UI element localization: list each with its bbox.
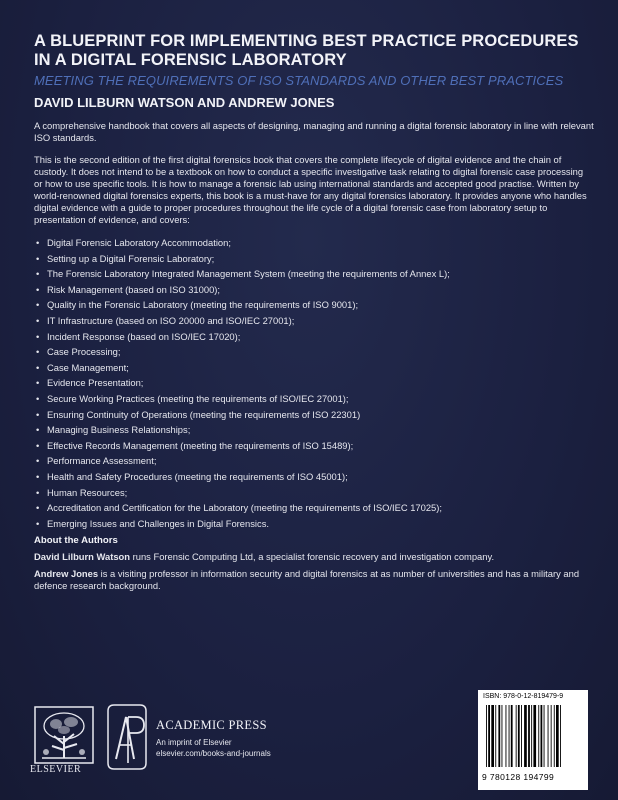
bullet-icon: • — [36, 408, 40, 420]
topic-text: Risk Management (based on ISO 31000); — [47, 283, 221, 295]
about-authors-heading: About the Authors — [34, 535, 118, 547]
topic-item — [36, 360, 594, 376]
topic-item — [36, 344, 594, 360]
topic-item — [36, 266, 594, 282]
author-bio-jones — [34, 568, 594, 592]
bullet-icon: • — [36, 330, 40, 342]
isbn-barcode — [478, 690, 588, 790]
publisher-footer — [0, 690, 618, 800]
topic-item — [36, 469, 594, 485]
topic-item — [36, 500, 594, 516]
topic-text: Secure Working Practices (meeting the requirements of ISO/IEC 27001); — [47, 392, 349, 404]
book-title-line1: A BLUEPRINT FOR IMPLEMENTING BEST PRACTICE PROCEDURES — [34, 32, 579, 50]
academic-press-imprint — [156, 718, 271, 758]
barcode-digits: 9 780128 194799 — [482, 772, 555, 782]
topic-text: Setting up a Digital Forensic Laboratory; — [47, 252, 215, 264]
topic-text: Accreditation and Certification for the Laboratory (meeting the requirements of ISO/IEC 17025); — [47, 502, 442, 514]
book-title — [34, 32, 594, 70]
topic-text: Digital Forensic Laboratory Accommodation; — [47, 237, 231, 248]
bullet-icon: • — [36, 237, 40, 248]
cover-text — [34, 32, 594, 592]
elsevier-wordmark: ELSEVIER — [30, 764, 82, 775]
bullet-icon: • — [36, 283, 40, 295]
book-authors: DAVID LILBURN WATSON AND ANDREW JONES — [34, 95, 335, 110]
topic-text: Effective Records Management (meeting the requirements of ISO 15489); — [47, 439, 354, 451]
topic-text: Incident Response (based on ISO/IEC 17020); — [47, 330, 241, 342]
topic-item — [36, 453, 594, 469]
bullet-icon: • — [36, 268, 40, 280]
barcode-bars — [484, 705, 582, 767]
author-bio-text: runs Forensic Computing Ltd, a specialist forensic recovery and investigation company. — [130, 551, 495, 563]
topic-text: The Forensic Laboratory Integrated Management System (meeting the requirements of Annex L); — [47, 268, 450, 280]
topic-item — [36, 251, 594, 267]
topic-item — [36, 235, 594, 251]
author-name: David Lilburn Watson — [34, 551, 131, 563]
elsevier-tree-logo — [34, 706, 94, 764]
topic-item — [36, 282, 594, 298]
topic-item — [36, 438, 594, 454]
author-name: Andrew Jones — [34, 568, 99, 580]
bullet-icon: • — [36, 346, 40, 358]
bullet-icon: • — [36, 377, 40, 389]
isbn-label: ISBN: 978-0-12-819479-9 — [483, 693, 564, 700]
bullet-icon: • — [36, 486, 40, 498]
bullet-icon: • — [36, 299, 40, 311]
intro-paragraph-2: This is the second edition of the first digital forensics book that covers the complete lifecycle of digital evidence and the chain of custody. It does not intend to be a textbook on how to conduct a specific investigative task relating to digital forensic case processing or how to use specific tools. It is how to manage a forensic lab using international standards and accepted good practise. Written by world-renowned digital forensics experts, this book is a must-have for any digital forensics laboratory. It provides anyone who handles digital evidence with a guide to proper procedures throughout the life cycle of a digital forensic case from laboratory setup to presentation of evidence, and covers: — [34, 154, 587, 225]
topic-text: Human Resources; — [47, 486, 128, 498]
topic-item — [36, 422, 594, 438]
topic-item — [36, 485, 594, 501]
topic-text: Health and Safety Procedures (meeting the requirements of ISO 45001); — [47, 470, 348, 482]
topic-text: Evidence Presentation; — [47, 377, 144, 389]
topic-item — [36, 313, 594, 329]
book-subtitle: MEETING THE REQUIREMENTS OF ISO STANDARDS AND OTHER BEST PRACTICES — [34, 73, 564, 88]
author-bio-text: is a visiting professor in information security and digital forensics at as number of universities and has a military and defence research background. — [34, 568, 580, 592]
imprint-note: An imprint of Elsevier — [156, 738, 232, 747]
author-bio-watson — [34, 551, 594, 563]
topic-text: Case Management; — [47, 361, 129, 373]
bullet-icon: • — [36, 502, 40, 514]
bullet-icon: • — [36, 517, 40, 529]
bullet-icon: • — [36, 361, 40, 373]
bullet-icon: • — [36, 424, 40, 436]
book-title-line2: IN A DIGITAL FORENSIC LABORATORY — [34, 51, 347, 69]
topic-item — [36, 516, 594, 532]
topic-text: Quality in the Forensic Laboratory (meeting the requirements of ISO 9001); — [47, 299, 359, 311]
intro-paragraph-1: A comprehensive handbook that covers all aspects of designing, managing and running a digital forensic laboratory in line with relevant ISO standards. — [34, 120, 594, 143]
topic-text: Managing Business Relationships; — [47, 424, 191, 436]
topic-text: Case Processing; — [47, 346, 121, 358]
topic-item — [36, 375, 594, 391]
imprint-name: ACADEMIC PRESS — [156, 718, 267, 732]
topic-text: Emerging Issues and Challenges in Digital Forensics. — [47, 517, 269, 529]
bullet-icon: • — [36, 252, 40, 264]
bullet-icon: • — [36, 455, 40, 467]
topic-text: IT Infrastructure (based on ISO 20000 and ISO/IEC 27001); — [47, 314, 295, 326]
topic-item — [36, 407, 594, 423]
bullet-icon: • — [36, 470, 40, 482]
topic-item — [36, 329, 594, 345]
publisher-url: elsevier.com/books-and-journals — [156, 749, 271, 758]
bullet-icon: • — [36, 314, 40, 326]
topic-text: Performance Assessment; — [47, 455, 157, 467]
topic-item — [36, 391, 594, 407]
topic-text: Ensuring Continuity of Operations (meeting the requirements of ISO 22301) — [47, 408, 361, 420]
topics-list — [36, 235, 594, 531]
bullet-icon: • — [36, 392, 40, 404]
academic-press-logo — [104, 703, 150, 771]
topic-item — [36, 297, 594, 313]
bullet-icon: • — [36, 439, 40, 451]
